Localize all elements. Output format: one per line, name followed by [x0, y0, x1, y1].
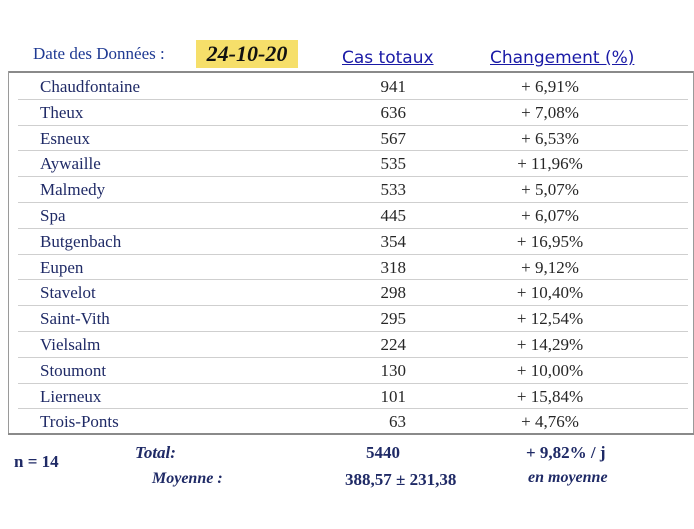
change-percent: + 16,95% [516, 231, 584, 251]
commune-name: Saint-Vith [40, 309, 110, 329]
total-change-per-day: + 9,82% / j [526, 443, 606, 462]
total-cases: 130 [380, 360, 406, 380]
commune-name: Trois-Ponts [40, 412, 119, 432]
table-row [0, 74, 694, 100]
change-percent: + 5,07% [521, 180, 579, 200]
data-table-body [0, 74, 694, 435]
date-label: Date des Données : [33, 44, 165, 63]
total-cases: 567 [380, 128, 406, 148]
commune-name: Spa [40, 205, 66, 225]
table-footer [0, 436, 694, 529]
total-cases: 445 [380, 205, 406, 225]
commune-name: Stavelot [40, 283, 96, 303]
mean-value: 388,57 ± 231,38 [345, 470, 457, 489]
change-percent: + 7,08% [521, 102, 579, 122]
change-percent: + 15,84% [516, 386, 584, 406]
total-cases: 63 [389, 412, 406, 432]
table-top-rule [8, 71, 694, 73]
table-row [0, 384, 694, 410]
table-bottom-rule [8, 433, 694, 435]
total-cases: 354 [380, 231, 406, 251]
table-row [0, 358, 694, 384]
commune-name: Lierneux [40, 386, 102, 406]
mean-label: Moyenne : [152, 470, 223, 487]
commune-name: Stoumont [40, 360, 107, 380]
total-cases: 298 [380, 283, 406, 303]
table-row [0, 306, 694, 332]
table-row [0, 126, 694, 152]
total-cases: 318 [380, 257, 406, 277]
table-header [0, 0, 694, 72]
commune-name: Vielsalm [40, 334, 101, 354]
total-cases: 636 [380, 102, 406, 122]
date-value: 24-10-20 [196, 40, 298, 68]
table-row [0, 203, 694, 229]
total-cases: 533 [380, 180, 406, 200]
change-percent: + 6,91% [521, 77, 579, 96]
table-row [0, 255, 694, 281]
commune-name: Chaudfontaine [40, 77, 141, 96]
commune-name: Eupen [40, 257, 84, 277]
commune-name: Theux [40, 102, 84, 122]
table-row [0, 100, 694, 126]
commune-name: Malmedy [40, 180, 106, 200]
commune-name: Aywaille [40, 154, 101, 174]
total-cases: 224 [380, 334, 406, 354]
table-row [0, 280, 694, 306]
total-label: Total: [135, 443, 176, 462]
change-percent: + 12,54% [516, 309, 584, 329]
change-percent: + 6,53% [521, 128, 579, 148]
change-percent: + 9,12% [521, 257, 579, 277]
commune-name: Butgenbach [40, 231, 122, 251]
table-row [0, 409, 694, 435]
change-percent: + 6,07% [521, 205, 579, 225]
change-percent: + 11,96% [517, 154, 583, 174]
mean-note: en moyenne [528, 469, 608, 486]
table-row [0, 177, 694, 203]
total-cases: 535 [380, 154, 406, 174]
total-cases-sum: 5440 [366, 443, 400, 462]
change-percent: + 4,76% [521, 412, 579, 432]
change-percent: + 14,29% [516, 334, 584, 354]
change-percent: + 10,00% [516, 360, 584, 380]
table-row [0, 332, 694, 358]
table-row [0, 151, 694, 177]
column-header-change[interactable]: Changement (%) [490, 48, 635, 68]
total-cases: 941 [380, 77, 406, 96]
column-header-total-cases[interactable]: Cas totaux [342, 48, 434, 68]
commune-name: Esneux [40, 128, 91, 148]
total-cases: 295 [380, 309, 406, 329]
change-percent: + 10,40% [516, 283, 584, 303]
sample-count: n = 14 [14, 452, 59, 471]
table-row [0, 229, 694, 255]
total-cases: 101 [380, 386, 406, 406]
